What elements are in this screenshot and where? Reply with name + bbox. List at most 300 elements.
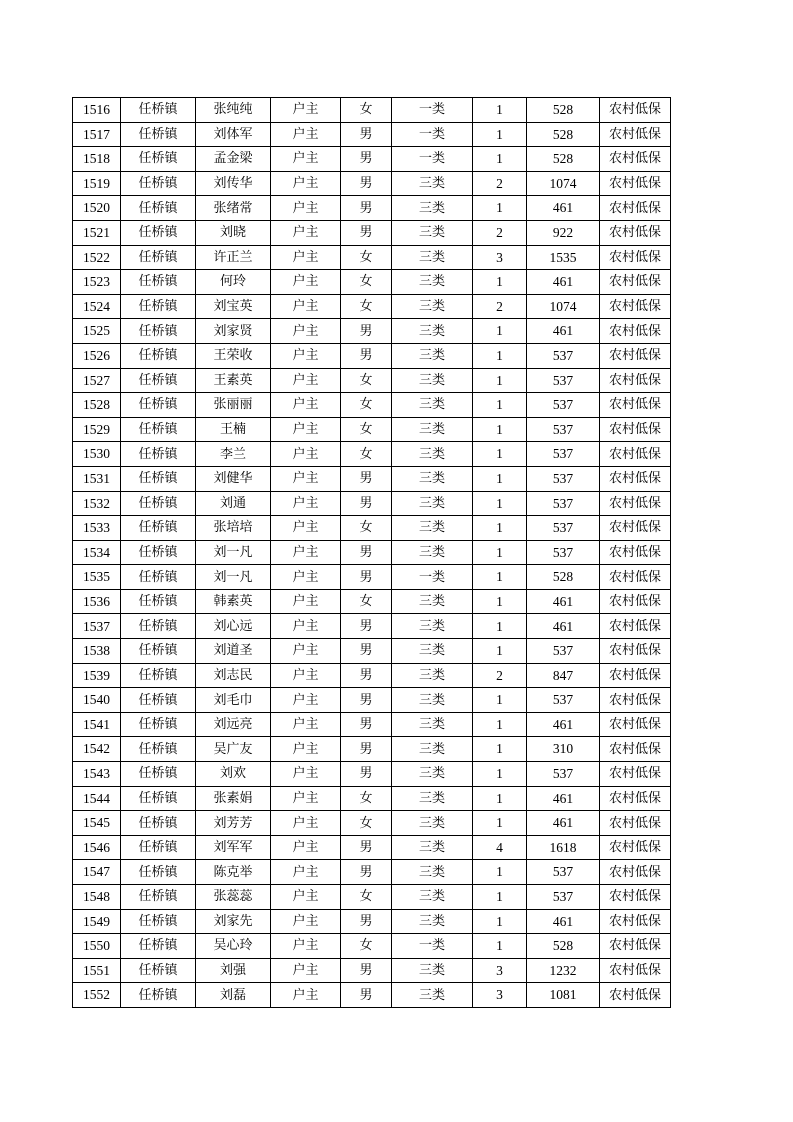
relation-cell: 户主 — [271, 614, 341, 639]
household-size-cell: 3 — [473, 983, 527, 1008]
name-cell: 刘志民 — [196, 663, 271, 688]
town-cell: 任桥镇 — [121, 516, 196, 541]
name-cell: 何玲 — [196, 270, 271, 295]
household-size-cell: 1 — [473, 122, 527, 147]
name-cell: 许正兰 — [196, 245, 271, 270]
gender-cell: 女 — [341, 516, 392, 541]
relation-cell: 户主 — [271, 540, 341, 565]
household-size-cell: 1 — [473, 565, 527, 590]
relation-cell: 户主 — [271, 270, 341, 295]
relation-cell: 户主 — [271, 786, 341, 811]
household-size-cell: 1 — [473, 909, 527, 934]
serial-number-cell: 1534 — [73, 540, 121, 565]
serial-number-cell: 1544 — [73, 786, 121, 811]
amount-cell: 922 — [527, 220, 600, 245]
gender-cell: 男 — [341, 220, 392, 245]
serial-number-cell: 1531 — [73, 466, 121, 491]
serial-number-cell: 1524 — [73, 294, 121, 319]
serial-number-cell: 1520 — [73, 196, 121, 221]
amount-cell: 537 — [527, 417, 600, 442]
town-cell: 任桥镇 — [121, 442, 196, 467]
category-cell: 三类 — [392, 786, 473, 811]
town-cell: 任桥镇 — [121, 565, 196, 590]
table-row — [73, 762, 671, 787]
program-type-cell: 农村低保 — [600, 540, 671, 565]
amount-cell: 1074 — [527, 294, 600, 319]
town-cell: 任桥镇 — [121, 958, 196, 983]
serial-number-cell: 1543 — [73, 762, 121, 787]
program-type-cell: 农村低保 — [600, 663, 671, 688]
name-cell: 刘磊 — [196, 983, 271, 1008]
relation-cell: 户主 — [271, 319, 341, 344]
table-row — [73, 786, 671, 811]
name-cell: 刘心远 — [196, 614, 271, 639]
household-size-cell: 1 — [473, 343, 527, 368]
table-row — [73, 958, 671, 983]
name-cell: 刘体军 — [196, 122, 271, 147]
relation-cell: 户主 — [271, 393, 341, 418]
town-cell: 任桥镇 — [121, 614, 196, 639]
amount-cell: 1618 — [527, 835, 600, 860]
amount-cell: 537 — [527, 860, 600, 885]
gender-cell: 男 — [341, 122, 392, 147]
town-cell: 任桥镇 — [121, 663, 196, 688]
table-row — [73, 983, 671, 1008]
name-cell: 刘通 — [196, 491, 271, 516]
program-type-cell: 农村低保 — [600, 860, 671, 885]
table-row — [73, 909, 671, 934]
relation-cell: 户主 — [271, 885, 341, 910]
category-cell: 三类 — [392, 958, 473, 983]
amount-cell: 461 — [527, 270, 600, 295]
category-cell: 三类 — [392, 885, 473, 910]
category-cell: 一类 — [392, 934, 473, 959]
program-type-cell: 农村低保 — [600, 516, 671, 541]
category-cell: 三类 — [392, 835, 473, 860]
category-cell: 三类 — [392, 860, 473, 885]
household-size-cell: 1 — [473, 860, 527, 885]
name-cell: 张绪常 — [196, 196, 271, 221]
program-type-cell: 农村低保 — [600, 614, 671, 639]
program-type-cell: 农村低保 — [600, 589, 671, 614]
relation-cell: 户主 — [271, 368, 341, 393]
serial-number-cell: 1526 — [73, 343, 121, 368]
gender-cell: 男 — [341, 540, 392, 565]
serial-number-cell: 1551 — [73, 958, 121, 983]
gender-cell: 男 — [341, 712, 392, 737]
amount-cell: 310 — [527, 737, 600, 762]
town-cell: 任桥镇 — [121, 98, 196, 123]
relation-cell: 户主 — [271, 762, 341, 787]
amount-cell: 461 — [527, 589, 600, 614]
relation-cell: 户主 — [271, 663, 341, 688]
amount-cell: 537 — [527, 343, 600, 368]
name-cell: 李兰 — [196, 442, 271, 467]
roster-table-body — [73, 98, 671, 1008]
household-size-cell: 1 — [473, 614, 527, 639]
category-cell: 三类 — [392, 245, 473, 270]
household-size-cell: 1 — [473, 442, 527, 467]
category-cell: 三类 — [392, 343, 473, 368]
serial-number-cell: 1539 — [73, 663, 121, 688]
name-cell: 孟金梁 — [196, 147, 271, 172]
relation-cell: 户主 — [271, 294, 341, 319]
program-type-cell: 农村低保 — [600, 196, 671, 221]
town-cell: 任桥镇 — [121, 934, 196, 959]
name-cell: 韩素英 — [196, 589, 271, 614]
table-row — [73, 811, 671, 836]
table-row — [73, 934, 671, 959]
program-type-cell: 农村低保 — [600, 762, 671, 787]
gender-cell: 女 — [341, 245, 392, 270]
program-type-cell: 农村低保 — [600, 983, 671, 1008]
program-type-cell: 农村低保 — [600, 639, 671, 664]
serial-number-cell: 1529 — [73, 417, 121, 442]
amount-cell: 461 — [527, 712, 600, 737]
name-cell: 刘家贤 — [196, 319, 271, 344]
table-row — [73, 319, 671, 344]
amount-cell: 537 — [527, 762, 600, 787]
serial-number-cell: 1549 — [73, 909, 121, 934]
table-row — [73, 466, 671, 491]
name-cell: 刘一凡 — [196, 565, 271, 590]
serial-number-cell: 1533 — [73, 516, 121, 541]
gender-cell: 男 — [341, 958, 392, 983]
household-size-cell: 1 — [473, 762, 527, 787]
amount-cell: 847 — [527, 663, 600, 688]
household-size-cell: 1 — [473, 98, 527, 123]
relation-cell: 户主 — [271, 835, 341, 860]
name-cell: 刘欢 — [196, 762, 271, 787]
amount-cell: 461 — [527, 196, 600, 221]
category-cell: 三类 — [392, 540, 473, 565]
name-cell: 刘健华 — [196, 466, 271, 491]
serial-number-cell: 1523 — [73, 270, 121, 295]
town-cell: 任桥镇 — [121, 762, 196, 787]
town-cell: 任桥镇 — [121, 786, 196, 811]
household-size-cell: 2 — [473, 663, 527, 688]
relation-cell: 户主 — [271, 220, 341, 245]
town-cell: 任桥镇 — [121, 368, 196, 393]
town-cell: 任桥镇 — [121, 835, 196, 860]
household-size-cell: 1 — [473, 589, 527, 614]
serial-number-cell: 1518 — [73, 147, 121, 172]
table-row — [73, 270, 671, 295]
serial-number-cell: 1532 — [73, 491, 121, 516]
gender-cell: 男 — [341, 639, 392, 664]
household-size-cell: 1 — [473, 491, 527, 516]
gender-cell: 女 — [341, 294, 392, 319]
category-cell: 三类 — [392, 393, 473, 418]
program-type-cell: 农村低保 — [600, 712, 671, 737]
table-row — [73, 712, 671, 737]
amount-cell: 537 — [527, 442, 600, 467]
town-cell: 任桥镇 — [121, 589, 196, 614]
category-cell: 三类 — [392, 466, 473, 491]
name-cell: 吴心玲 — [196, 934, 271, 959]
amount-cell: 1074 — [527, 171, 600, 196]
program-type-cell: 农村低保 — [600, 491, 671, 516]
relation-cell: 户主 — [271, 860, 341, 885]
amount-cell: 528 — [527, 122, 600, 147]
name-cell: 王荣收 — [196, 343, 271, 368]
category-cell: 一类 — [392, 122, 473, 147]
relation-cell: 户主 — [271, 147, 341, 172]
amount-cell: 537 — [527, 540, 600, 565]
table-row — [73, 491, 671, 516]
town-cell: 任桥镇 — [121, 811, 196, 836]
town-cell: 任桥镇 — [121, 393, 196, 418]
serial-number-cell: 1517 — [73, 122, 121, 147]
relation-cell: 户主 — [271, 171, 341, 196]
table-row — [73, 516, 671, 541]
name-cell: 刘传华 — [196, 171, 271, 196]
table-row — [73, 737, 671, 762]
amount-cell: 461 — [527, 319, 600, 344]
town-cell: 任桥镇 — [121, 245, 196, 270]
amount-cell: 1535 — [527, 245, 600, 270]
amount-cell: 537 — [527, 491, 600, 516]
category-cell: 三类 — [392, 442, 473, 467]
category-cell: 三类 — [392, 270, 473, 295]
household-size-cell: 1 — [473, 319, 527, 344]
name-cell: 张蕊蕊 — [196, 885, 271, 910]
town-cell: 任桥镇 — [121, 343, 196, 368]
amount-cell: 461 — [527, 786, 600, 811]
amount-cell: 528 — [527, 98, 600, 123]
name-cell: 刘一凡 — [196, 540, 271, 565]
town-cell: 任桥镇 — [121, 270, 196, 295]
amount-cell: 537 — [527, 368, 600, 393]
serial-number-cell: 1530 — [73, 442, 121, 467]
household-size-cell: 1 — [473, 516, 527, 541]
table-row — [73, 245, 671, 270]
program-type-cell: 农村低保 — [600, 688, 671, 713]
category-cell: 三类 — [392, 368, 473, 393]
name-cell: 刘宝英 — [196, 294, 271, 319]
amount-cell: 528 — [527, 565, 600, 590]
household-size-cell: 1 — [473, 196, 527, 221]
table-row — [73, 368, 671, 393]
household-size-cell: 2 — [473, 294, 527, 319]
serial-number-cell: 1528 — [73, 393, 121, 418]
amount-cell: 537 — [527, 516, 600, 541]
serial-number-cell: 1519 — [73, 171, 121, 196]
gender-cell: 男 — [341, 319, 392, 344]
program-type-cell: 农村低保 — [600, 393, 671, 418]
household-size-cell: 1 — [473, 811, 527, 836]
town-cell: 任桥镇 — [121, 171, 196, 196]
category-cell: 三类 — [392, 663, 473, 688]
table-row — [73, 885, 671, 910]
amount-cell: 461 — [527, 811, 600, 836]
category-cell: 三类 — [392, 491, 473, 516]
name-cell: 张素娟 — [196, 786, 271, 811]
program-type-cell: 农村低保 — [600, 294, 671, 319]
name-cell: 张丽丽 — [196, 393, 271, 418]
gender-cell: 男 — [341, 147, 392, 172]
gender-cell: 女 — [341, 368, 392, 393]
name-cell: 张纯纯 — [196, 98, 271, 123]
amount-cell: 537 — [527, 639, 600, 664]
program-type-cell: 农村低保 — [600, 565, 671, 590]
name-cell: 王楠 — [196, 417, 271, 442]
name-cell: 陈克举 — [196, 860, 271, 885]
relation-cell: 户主 — [271, 565, 341, 590]
name-cell: 刘强 — [196, 958, 271, 983]
gender-cell: 男 — [341, 565, 392, 590]
relation-cell: 户主 — [271, 983, 341, 1008]
name-cell: 刘晓 — [196, 220, 271, 245]
town-cell: 任桥镇 — [121, 639, 196, 664]
household-size-cell: 1 — [473, 786, 527, 811]
household-size-cell: 1 — [473, 368, 527, 393]
serial-number-cell: 1521 — [73, 220, 121, 245]
household-size-cell: 1 — [473, 885, 527, 910]
amount-cell: 461 — [527, 614, 600, 639]
table-row — [73, 147, 671, 172]
name-cell: 刘远亮 — [196, 712, 271, 737]
category-cell: 一类 — [392, 565, 473, 590]
gender-cell: 女 — [341, 393, 392, 418]
town-cell: 任桥镇 — [121, 885, 196, 910]
serial-number-cell: 1516 — [73, 98, 121, 123]
table-row — [73, 393, 671, 418]
gender-cell: 男 — [341, 983, 392, 1008]
name-cell: 张培培 — [196, 516, 271, 541]
household-size-cell: 1 — [473, 934, 527, 959]
gender-cell: 男 — [341, 860, 392, 885]
gender-cell: 女 — [341, 885, 392, 910]
serial-number-cell: 1535 — [73, 565, 121, 590]
household-size-cell: 1 — [473, 393, 527, 418]
category-cell: 三类 — [392, 171, 473, 196]
household-size-cell: 1 — [473, 639, 527, 664]
gender-cell: 男 — [341, 171, 392, 196]
program-type-cell: 农村低保 — [600, 122, 671, 147]
gender-cell: 男 — [341, 491, 392, 516]
town-cell: 任桥镇 — [121, 417, 196, 442]
category-cell: 三类 — [392, 319, 473, 344]
gender-cell: 男 — [341, 343, 392, 368]
relation-cell: 户主 — [271, 712, 341, 737]
table-row — [73, 220, 671, 245]
town-cell: 任桥镇 — [121, 491, 196, 516]
category-cell: 三类 — [392, 614, 473, 639]
household-size-cell: 1 — [473, 466, 527, 491]
program-type-cell: 农村低保 — [600, 466, 671, 491]
program-type-cell: 农村低保 — [600, 171, 671, 196]
gender-cell: 女 — [341, 786, 392, 811]
name-cell: 王素英 — [196, 368, 271, 393]
category-cell: 三类 — [392, 196, 473, 221]
town-cell: 任桥镇 — [121, 294, 196, 319]
name-cell: 刘芳芳 — [196, 811, 271, 836]
category-cell: 三类 — [392, 516, 473, 541]
amount-cell: 537 — [527, 393, 600, 418]
household-size-cell: 2 — [473, 171, 527, 196]
amount-cell: 1081 — [527, 983, 600, 1008]
relation-cell: 户主 — [271, 245, 341, 270]
town-cell: 任桥镇 — [121, 712, 196, 737]
table-row — [73, 98, 671, 123]
category-cell: 三类 — [392, 220, 473, 245]
gender-cell: 男 — [341, 663, 392, 688]
program-type-cell: 农村低保 — [600, 417, 671, 442]
serial-number-cell: 1536 — [73, 589, 121, 614]
serial-number-cell: 1546 — [73, 835, 121, 860]
household-size-cell: 1 — [473, 712, 527, 737]
category-cell: 一类 — [392, 147, 473, 172]
relation-cell: 户主 — [271, 688, 341, 713]
gender-cell: 女 — [341, 811, 392, 836]
program-type-cell: 农村低保 — [600, 909, 671, 934]
amount-cell: 461 — [527, 909, 600, 934]
town-cell: 任桥镇 — [121, 466, 196, 491]
table-row — [73, 122, 671, 147]
amount-cell: 528 — [527, 147, 600, 172]
category-cell: 三类 — [392, 909, 473, 934]
table-row — [73, 663, 671, 688]
household-size-cell: 1 — [473, 540, 527, 565]
table-row — [73, 442, 671, 467]
household-size-cell: 3 — [473, 245, 527, 270]
town-cell: 任桥镇 — [121, 860, 196, 885]
amount-cell: 537 — [527, 885, 600, 910]
category-cell: 三类 — [392, 589, 473, 614]
gender-cell: 女 — [341, 417, 392, 442]
household-size-cell: 1 — [473, 737, 527, 762]
town-cell: 任桥镇 — [121, 147, 196, 172]
gender-cell: 男 — [341, 835, 392, 860]
program-type-cell: 农村低保 — [600, 220, 671, 245]
household-size-cell: 3 — [473, 958, 527, 983]
category-cell: 三类 — [392, 811, 473, 836]
serial-number-cell: 1542 — [73, 737, 121, 762]
serial-number-cell: 1527 — [73, 368, 121, 393]
program-type-cell: 农村低保 — [600, 343, 671, 368]
serial-number-cell: 1547 — [73, 860, 121, 885]
category-cell: 三类 — [392, 737, 473, 762]
town-cell: 任桥镇 — [121, 983, 196, 1008]
category-cell: 三类 — [392, 712, 473, 737]
relation-cell: 户主 — [271, 417, 341, 442]
serial-number-cell: 1550 — [73, 934, 121, 959]
name-cell: 刘家先 — [196, 909, 271, 934]
household-size-cell: 1 — [473, 147, 527, 172]
amount-cell: 537 — [527, 466, 600, 491]
category-cell: 三类 — [392, 639, 473, 664]
gender-cell: 女 — [341, 442, 392, 467]
town-cell: 任桥镇 — [121, 909, 196, 934]
program-type-cell: 农村低保 — [600, 147, 671, 172]
serial-number-cell: 1545 — [73, 811, 121, 836]
category-cell: 一类 — [392, 98, 473, 123]
table-row — [73, 688, 671, 713]
gender-cell: 男 — [341, 196, 392, 221]
table-row — [73, 614, 671, 639]
program-type-cell: 农村低保 — [600, 958, 671, 983]
roster-table — [72, 97, 671, 1008]
town-cell: 任桥镇 — [121, 319, 196, 344]
program-type-cell: 农村低保 — [600, 811, 671, 836]
household-size-cell: 1 — [473, 270, 527, 295]
name-cell: 刘军军 — [196, 835, 271, 860]
household-size-cell: 1 — [473, 417, 527, 442]
program-type-cell: 农村低保 — [600, 934, 671, 959]
program-type-cell: 农村低保 — [600, 737, 671, 762]
program-type-cell: 农村低保 — [600, 442, 671, 467]
